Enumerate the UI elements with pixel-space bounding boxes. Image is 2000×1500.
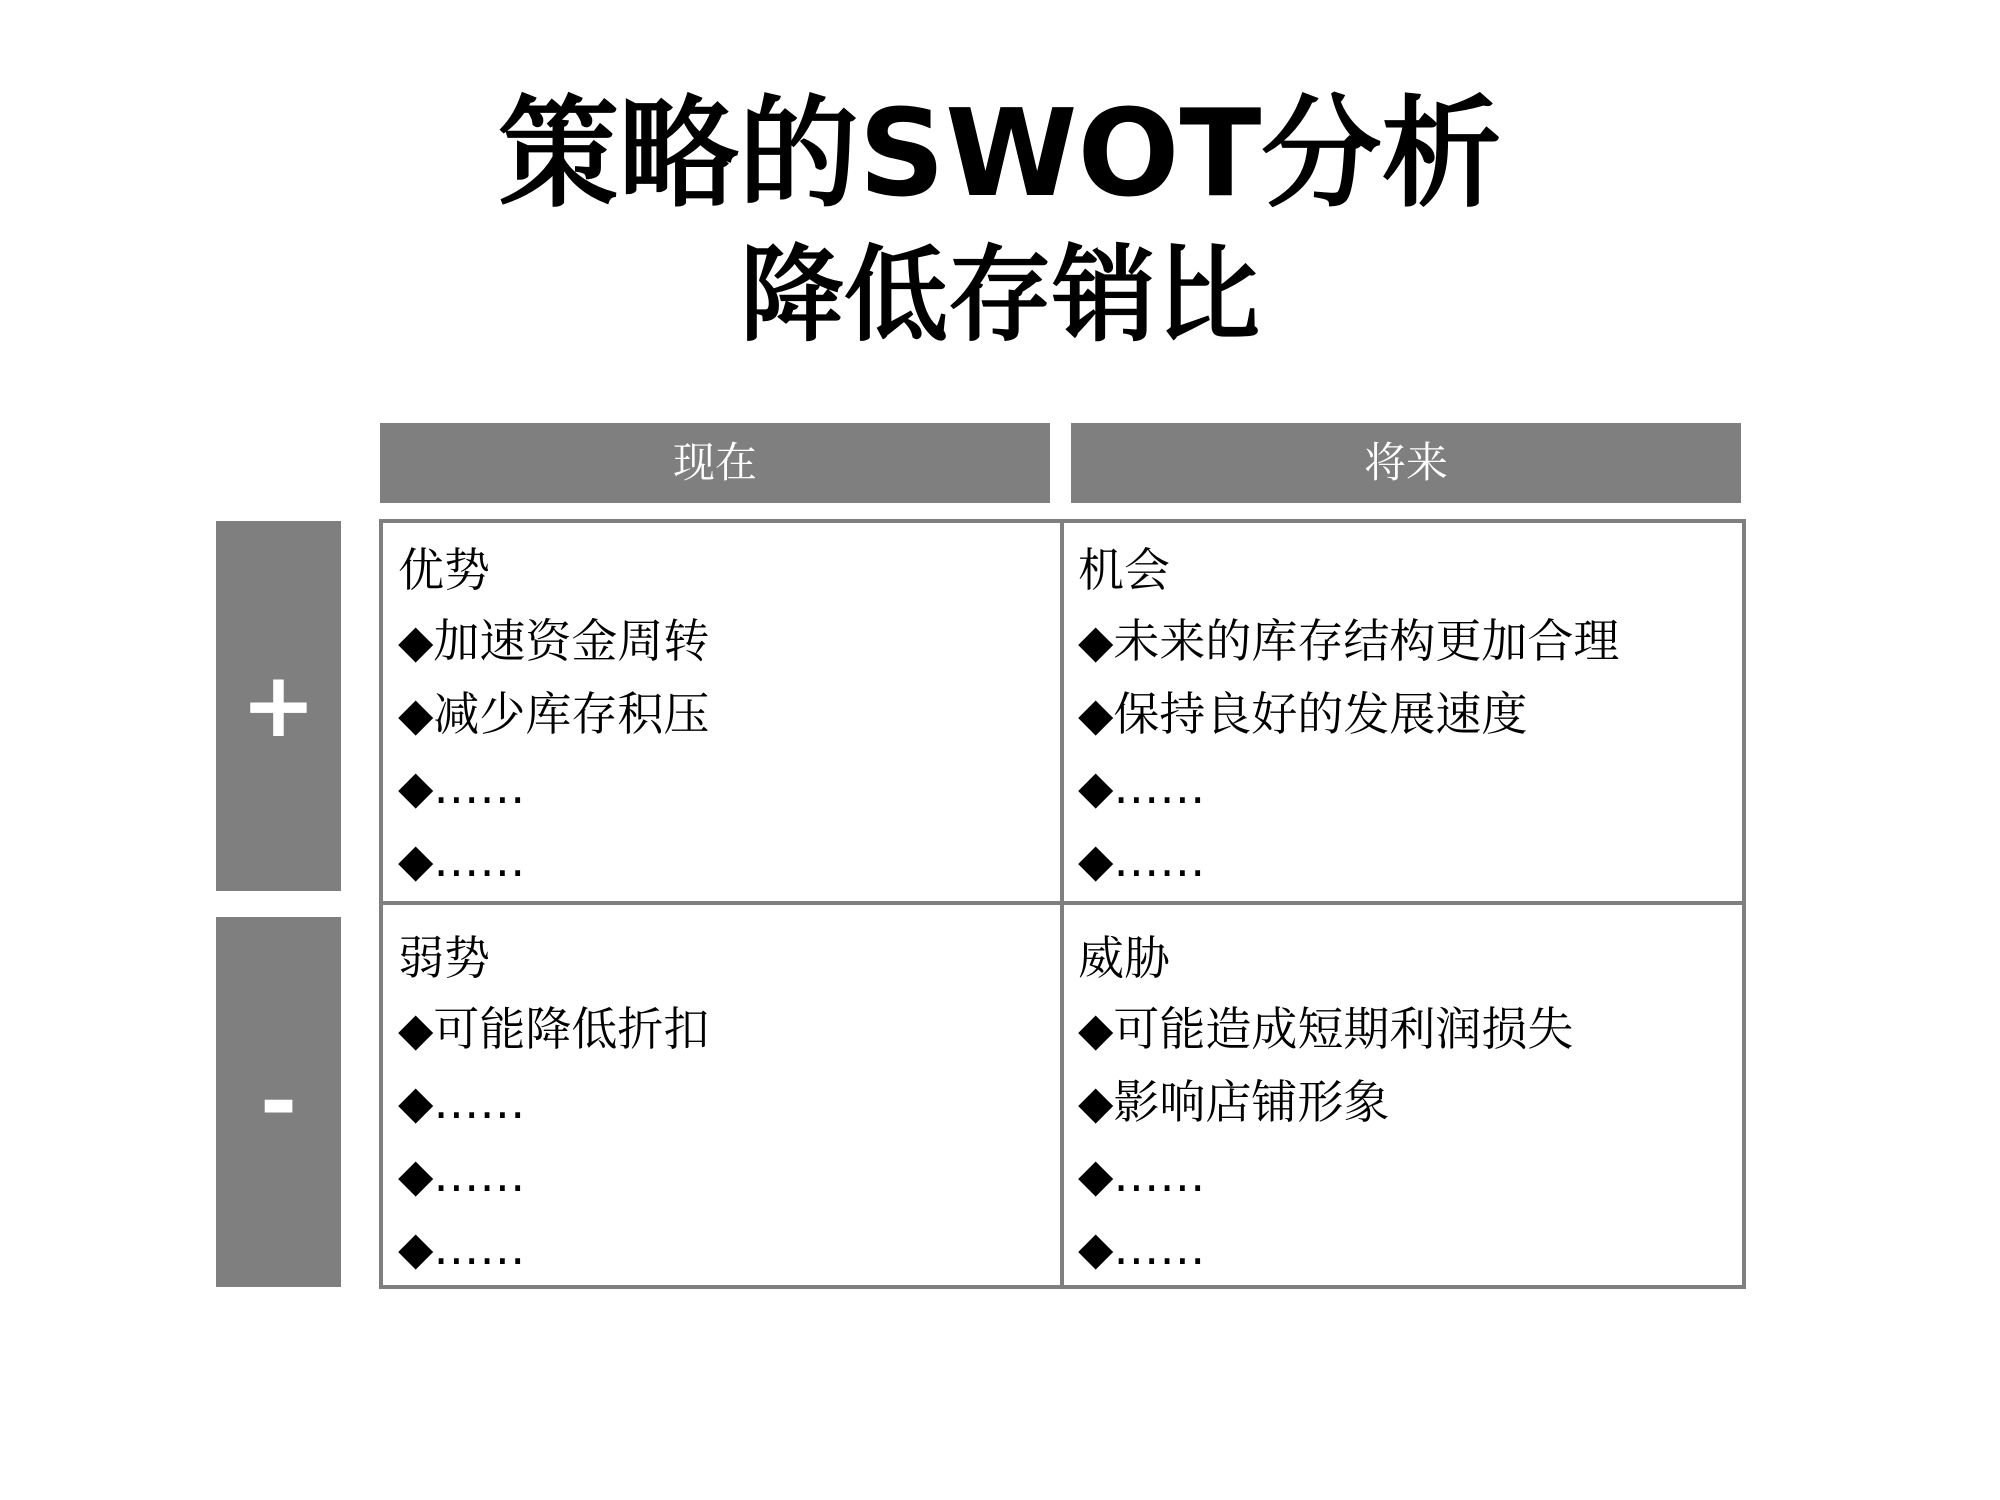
threat-title: 威胁 bbox=[1078, 931, 1170, 985]
threat-item: ◆可能造成短期利润损失 bbox=[1078, 1002, 1574, 1056]
threat-item: ◆影响店铺形象 bbox=[1078, 1075, 1390, 1129]
row-marker-negative: - bbox=[216, 917, 341, 1287]
opportunity-cell bbox=[1078, 535, 1619, 897]
row-marker-positive: + bbox=[216, 521, 341, 891]
strength-title: 优势 bbox=[398, 543, 490, 597]
opportunity-item: ◆…… bbox=[1078, 833, 1206, 887]
strength-item: ◆加速资金周转 bbox=[398, 614, 710, 668]
page-title: 策略的SWOT分析 bbox=[498, 85, 1502, 224]
weakness-title: 弱势 bbox=[398, 931, 490, 985]
strength-cell bbox=[398, 535, 709, 897]
strength-item: ◆…… bbox=[398, 833, 526, 887]
weakness-item: ◆…… bbox=[398, 1075, 526, 1129]
page-subtitle: 降低存销比 bbox=[739, 234, 1260, 356]
weakness-cell bbox=[398, 923, 709, 1285]
weakness-item: ◆可能降低折扣 bbox=[398, 1002, 710, 1056]
threat-item: ◆…… bbox=[1078, 1221, 1206, 1275]
strength-item: ◆…… bbox=[398, 760, 526, 814]
opportunity-item: ◆保持良好的发展速度 bbox=[1078, 687, 1528, 741]
opportunity-item: ◆未来的库存结构更加合理 bbox=[1078, 614, 1620, 668]
opportunity-title: 机会 bbox=[1078, 543, 1170, 597]
grid-divider-horizontal bbox=[379, 901, 1746, 905]
column-header-now: 现在 bbox=[380, 423, 1050, 503]
weakness-item: ◆…… bbox=[398, 1221, 526, 1275]
opportunity-item: ◆…… bbox=[1078, 760, 1206, 814]
weakness-item: ◆…… bbox=[398, 1148, 526, 1202]
column-header-future: 将来 bbox=[1071, 423, 1741, 503]
threat-cell bbox=[1078, 923, 1573, 1285]
threat-item: ◆…… bbox=[1078, 1148, 1206, 1202]
strength-item: ◆减少库存积压 bbox=[398, 687, 710, 741]
